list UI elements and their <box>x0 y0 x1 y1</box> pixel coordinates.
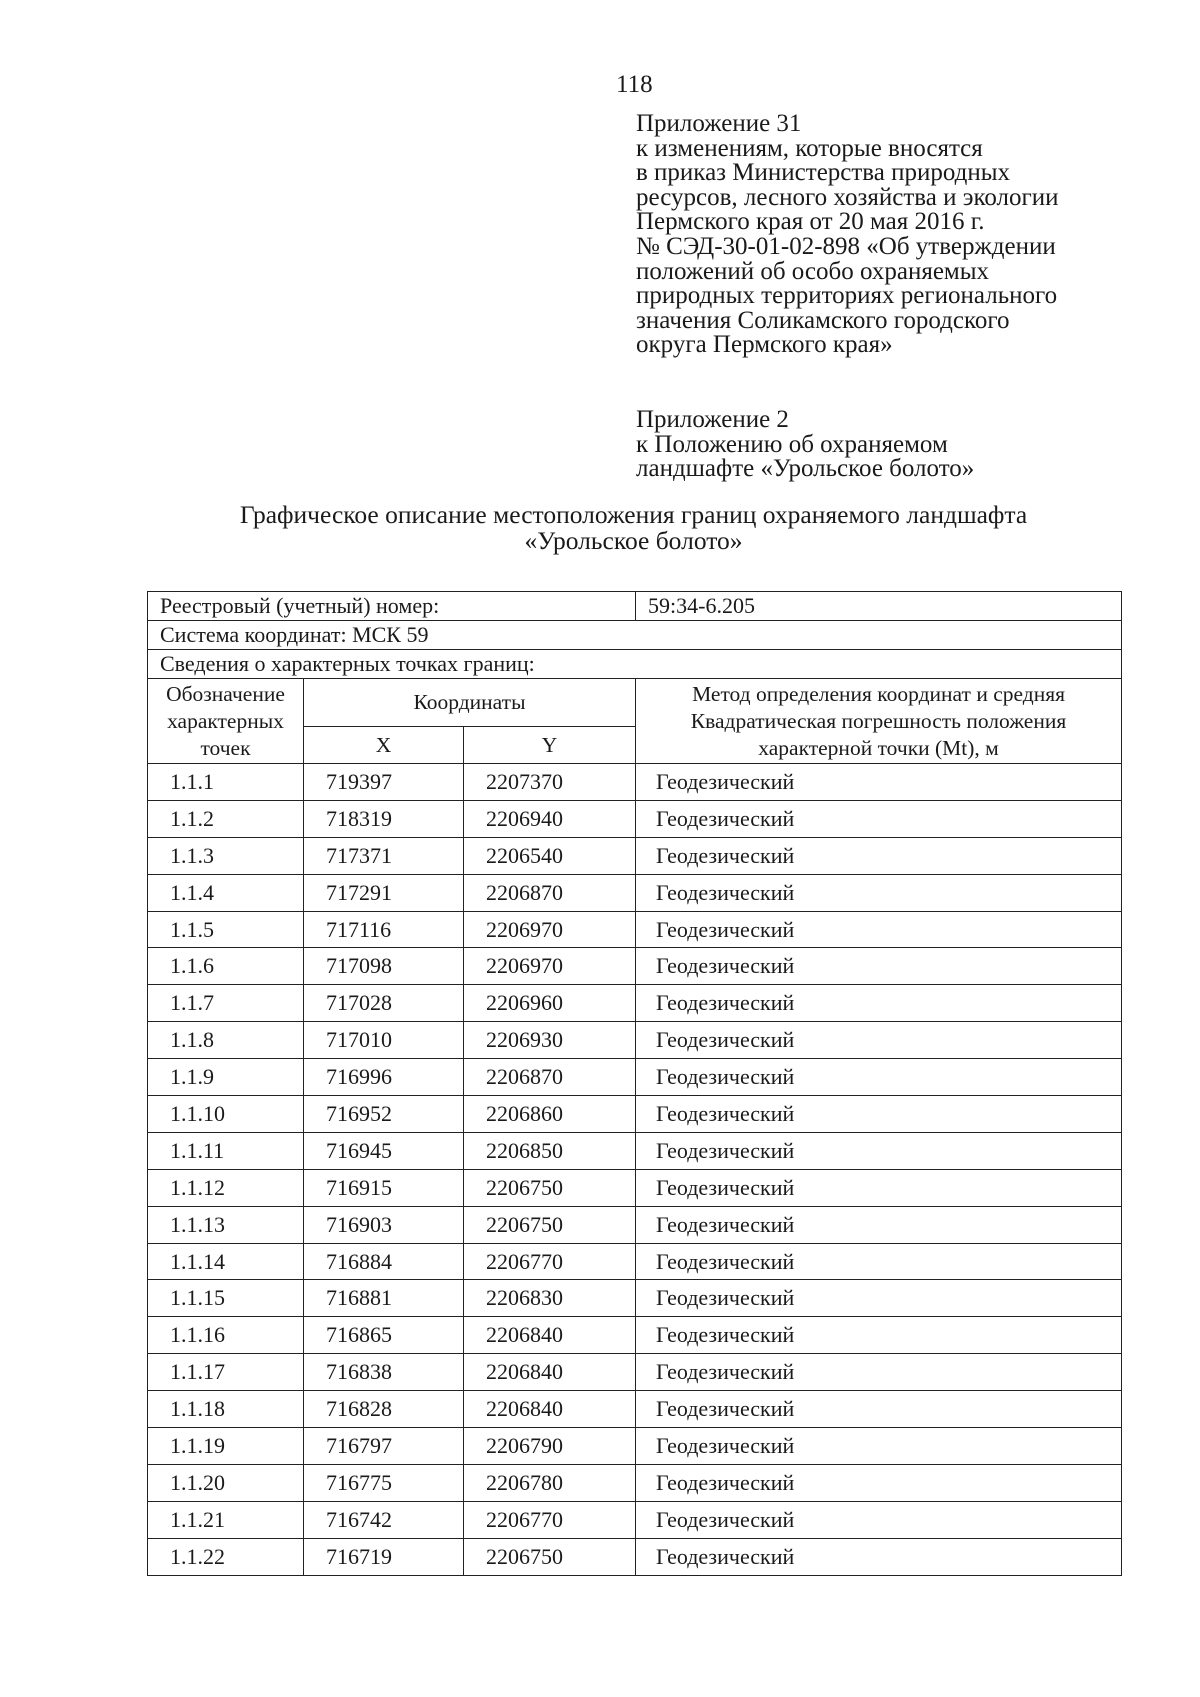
table-row <box>148 911 1122 948</box>
point-method: Геодезический <box>636 1501 1122 1538</box>
annex-31-line: природных территориях регионального <box>636 282 1058 310</box>
registry-row <box>148 592 1122 621</box>
registry-label: Реестровый (учетный) номер: <box>148 592 636 621</box>
point-method: Геодезический <box>636 1132 1122 1169</box>
table-row <box>148 985 1122 1022</box>
point-method: Геодезический <box>636 948 1122 985</box>
point-y: 2206770 <box>464 1501 636 1538</box>
point-method: Геодезический <box>636 985 1122 1022</box>
point-x: 716903 <box>304 1206 464 1243</box>
point-y: 2206540 <box>464 837 636 874</box>
annex-31-line: № СЭД-30-01-02-898 «Об утверждении <box>636 232 1056 260</box>
point-method: Геодезический <box>636 764 1122 801</box>
coord-system: Система координат: МСК 59 <box>148 621 1122 650</box>
points-heading-row <box>148 650 1122 679</box>
point-x: 716719 <box>304 1538 464 1575</box>
point-x: 716838 <box>304 1354 464 1391</box>
point-method: Геодезический <box>636 1280 1122 1317</box>
annex-31-line: в приказ Министерства природных <box>636 159 1011 187</box>
point-y: 2207370 <box>464 764 636 801</box>
point-designation: 1.1.22 <box>148 1538 304 1575</box>
point-y: 2206780 <box>464 1464 636 1501</box>
point-x: 716742 <box>304 1501 464 1538</box>
table-row <box>148 1132 1122 1169</box>
table-row <box>148 837 1122 874</box>
table-row <box>148 1243 1122 1280</box>
point-y: 2206860 <box>464 1096 636 1133</box>
point-y: 2206930 <box>464 1022 636 1059</box>
point-y: 2206870 <box>464 1059 636 1096</box>
point-y: 2206960 <box>464 985 636 1022</box>
point-y: 2206750 <box>464 1169 636 1206</box>
point-x: 716865 <box>304 1317 464 1354</box>
point-y: 2206840 <box>464 1354 636 1391</box>
point-designation: 1.1.9 <box>148 1059 304 1096</box>
point-y: 2206770 <box>464 1243 636 1280</box>
annex-2-header <box>636 408 1156 482</box>
point-method: Геодезический <box>636 1096 1122 1133</box>
point-designation: 1.1.2 <box>148 800 304 837</box>
point-x: 716996 <box>304 1059 464 1096</box>
point-designation: 1.1.5 <box>148 911 304 948</box>
annex-31-line: к изменениям, которые вносятся <box>636 134 983 162</box>
point-x: 718319 <box>304 800 464 837</box>
point-x: 717098 <box>304 948 464 985</box>
point-method: Геодезический <box>636 837 1122 874</box>
table-row <box>148 948 1122 985</box>
point-x: 716945 <box>304 1132 464 1169</box>
point-x: 716797 <box>304 1428 464 1465</box>
point-x: 717028 <box>304 985 464 1022</box>
point-designation: 1.1.17 <box>148 1354 304 1391</box>
point-y: 2206840 <box>464 1391 636 1428</box>
table-row <box>148 1354 1122 1391</box>
point-designation: 1.1.1 <box>148 764 304 801</box>
point-x: 716952 <box>304 1096 464 1133</box>
document-title <box>120 502 1147 554</box>
document-title-line: «Урольское болото» <box>524 526 743 555</box>
point-designation: 1.1.7 <box>148 985 304 1022</box>
point-y: 2206750 <box>464 1206 636 1243</box>
point-method: Геодезический <box>636 1464 1122 1501</box>
point-designation: 1.1.18 <box>148 1391 304 1428</box>
table-row <box>148 1096 1122 1133</box>
point-x: 716915 <box>304 1169 464 1206</box>
point-x: 717291 <box>304 874 464 911</box>
point-y: 2206970 <box>464 911 636 948</box>
point-x: 717371 <box>304 837 464 874</box>
point-y: 2206850 <box>464 1132 636 1169</box>
point-designation: 1.1.19 <box>148 1428 304 1465</box>
point-designation: 1.1.16 <box>148 1317 304 1354</box>
point-method: Геодезический <box>636 800 1122 837</box>
header-designation: Обозначение характерных точек <box>148 679 304 764</box>
point-method: Геодезический <box>636 1022 1122 1059</box>
point-method: Геодезический <box>636 1206 1122 1243</box>
point-y: 2206870 <box>464 874 636 911</box>
point-designation: 1.1.15 <box>148 1280 304 1317</box>
table-row <box>148 764 1122 801</box>
point-method: Геодезический <box>636 1317 1122 1354</box>
coord-system-row <box>148 621 1122 650</box>
annex-31-header <box>636 112 1156 358</box>
table-row <box>148 1391 1122 1428</box>
point-designation: 1.1.20 <box>148 1464 304 1501</box>
boundary-points-table <box>147 591 1122 1576</box>
point-method: Геодезический <box>636 1169 1122 1206</box>
table-row <box>148 1059 1122 1096</box>
point-method: Геодезический <box>636 1428 1122 1465</box>
header-x: X <box>304 727 464 764</box>
annex-31-line: округа Пермского края» <box>636 331 893 359</box>
table-row <box>148 1501 1122 1538</box>
table-row <box>148 800 1122 837</box>
point-y: 2206940 <box>464 800 636 837</box>
annex-31-line: ресурсов, лесного хозяйства и экологии <box>636 183 1059 211</box>
point-y: 2206830 <box>464 1280 636 1317</box>
table-row <box>148 1169 1122 1206</box>
annex-31-line: Пермского края от 20 мая 2016 г. <box>636 208 985 236</box>
point-designation: 1.1.13 <box>148 1206 304 1243</box>
point-designation: 1.1.6 <box>148 948 304 985</box>
header-y: Y <box>464 727 636 764</box>
point-x: 717010 <box>304 1022 464 1059</box>
table-row <box>148 1464 1122 1501</box>
table-row <box>148 1317 1122 1354</box>
table-row <box>148 1022 1122 1059</box>
point-method: Геодезический <box>636 1243 1122 1280</box>
annex-31-line: значения Соликамского городского <box>636 306 1010 334</box>
header-method: Метод определения координат и средняя Квадратическая погрешность положения характерной точки (Mt), м <box>636 679 1122 764</box>
point-designation: 1.1.14 <box>148 1243 304 1280</box>
point-x: 716828 <box>304 1391 464 1428</box>
table-row <box>148 874 1122 911</box>
point-designation: 1.1.21 <box>148 1501 304 1538</box>
point-y: 2206970 <box>464 948 636 985</box>
header-row <box>148 679 1122 727</box>
annex-31-line: Приложение 31 <box>636 110 802 137</box>
point-method: Геодезический <box>636 911 1122 948</box>
point-designation: 1.1.4 <box>148 874 304 911</box>
point-designation: 1.1.3 <box>148 837 304 874</box>
registry-value: 59:34-6.205 <box>636 592 1122 621</box>
point-x: 717116 <box>304 911 464 948</box>
annex-2-line: ландшафте «Урольское болото» <box>636 455 975 483</box>
header-coordinates: Координаты <box>304 679 636 727</box>
point-designation: 1.1.12 <box>148 1169 304 1206</box>
document-title-line: Графическое описание местоположения границ охраняемого ландшафта <box>239 500 1028 529</box>
point-y: 2206840 <box>464 1317 636 1354</box>
table-row <box>148 1538 1122 1575</box>
table-row <box>148 1206 1122 1243</box>
point-designation: 1.1.8 <box>148 1022 304 1059</box>
table-row <box>148 1428 1122 1465</box>
point-x: 716775 <box>304 1464 464 1501</box>
annex-2-line: Приложение 2 <box>636 406 789 433</box>
annex-31-line: положений об особо охраняемых <box>636 257 990 285</box>
point-y: 2206790 <box>464 1428 636 1465</box>
points-heading: Сведения о характерных точках границ: <box>148 650 1122 679</box>
point-method: Геодезический <box>636 1538 1122 1575</box>
annex-2-line: к Положению об охраняемом <box>636 430 948 458</box>
point-x: 719397 <box>304 764 464 801</box>
table-row <box>148 1280 1122 1317</box>
point-method: Геодезический <box>636 1059 1122 1096</box>
point-designation: 1.1.10 <box>148 1096 304 1133</box>
point-method: Геодезический <box>636 1391 1122 1428</box>
point-method: Геодезический <box>636 874 1122 911</box>
page-number: 118 <box>616 71 653 98</box>
point-x: 716881 <box>304 1280 464 1317</box>
point-method: Геодезический <box>636 1354 1122 1391</box>
point-designation: 1.1.11 <box>148 1132 304 1169</box>
point-y: 2206750 <box>464 1538 636 1575</box>
point-x: 716884 <box>304 1243 464 1280</box>
